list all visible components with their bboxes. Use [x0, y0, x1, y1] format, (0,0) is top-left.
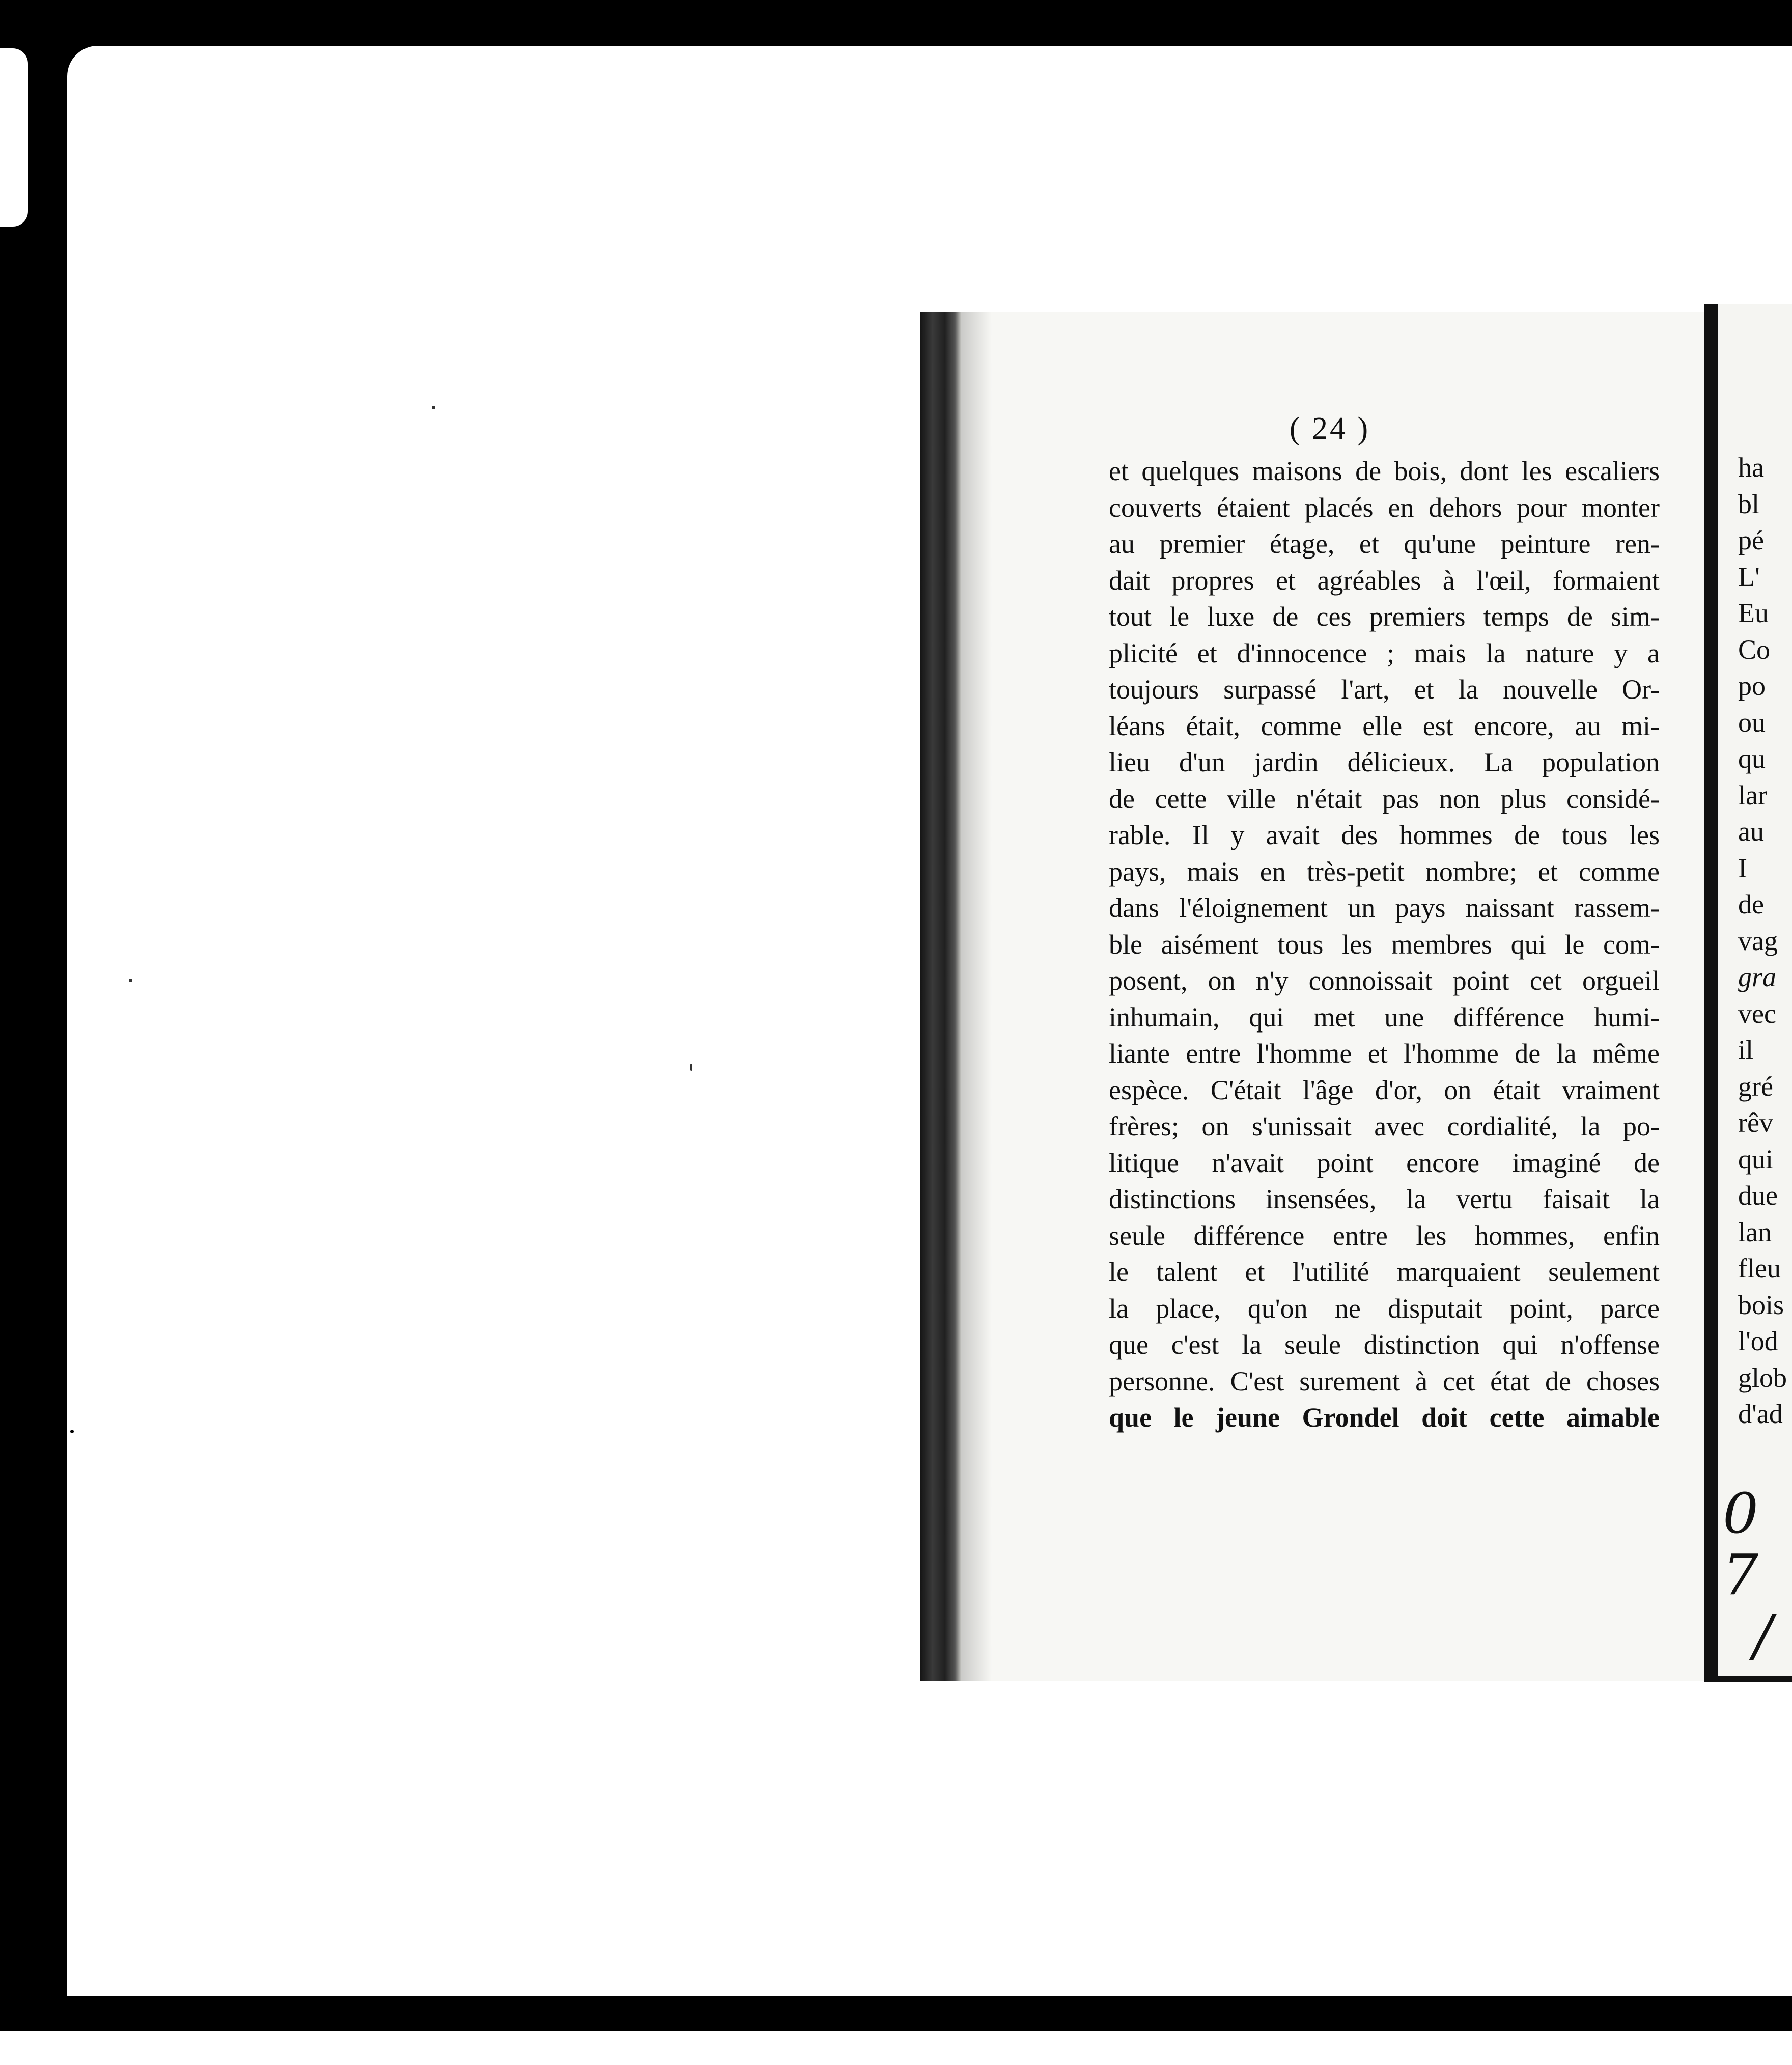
- text-fragment: qu: [1738, 743, 1766, 774]
- text-fragment: fleu: [1738, 1253, 1781, 1283]
- text-line: distinctions insensées, la vertu faisait la: [1109, 1184, 1660, 1214]
- text-line: la place, qu'on ne disputait point, parce: [1109, 1293, 1660, 1324]
- handwritten-annotation: [1723, 1483, 1792, 1666]
- text-line: le talent et l'utilité marquaient seulement: [1109, 1257, 1660, 1287]
- film-bottom-edge: [0, 2031, 1792, 2065]
- text-fragment: de: [1738, 889, 1764, 919]
- dust-speck: [690, 1064, 692, 1071]
- text-line: frères; on s'unissait avec cordialité, la po-: [1109, 1111, 1660, 1141]
- text-line: que c'est la seule distinction qui n'offense: [1109, 1329, 1660, 1360]
- text-line: et quelques maisons de bois, dont les escaliers: [1109, 456, 1660, 486]
- book-page-left: [920, 312, 1709, 1681]
- book-page-right: [1704, 304, 1792, 1680]
- text-fragment: Eu: [1738, 598, 1769, 628]
- text-line: tout le luxe de ces premiers temps de sim-: [1109, 601, 1660, 632]
- right-page-text-fragments: [1738, 450, 1787, 1433]
- text-fragment: bois: [1738, 1289, 1784, 1320]
- text-fragment: au: [1738, 816, 1764, 847]
- text-fragment: bl: [1738, 488, 1760, 519]
- text-line: inhumain, qui met une différence humi-: [1109, 1001, 1660, 1032]
- dust-speck: [70, 1430, 74, 1433]
- text-fragment: L': [1738, 561, 1760, 592]
- text-line: rable. Il y avait des hommes de tous les: [1109, 820, 1660, 850]
- dust-speck: [129, 979, 132, 982]
- page-number: ( 24 ): [1289, 411, 1370, 446]
- text-line: espèce. C'était l'âge d'or, on était vraiment: [1109, 1074, 1660, 1105]
- text-line: de cette ville n'était pas non plus considé-: [1109, 783, 1660, 814]
- text-line: couverts étaient placés en dehors pour monter: [1109, 492, 1660, 523]
- film-edge-notch: [0, 48, 28, 227]
- text-line: toujours surpassé l'art, et la nouvelle Or-: [1109, 674, 1660, 705]
- text-fragment: po: [1738, 671, 1766, 701]
- text-fragment: rêv: [1738, 1107, 1773, 1138]
- text-line: lieu d'un jardin délicieux. La population: [1109, 747, 1660, 777]
- text-line: liante entre l'homme et l'homme de la même: [1109, 1038, 1660, 1069]
- text-line: dans l'éloignement un pays naissant rassem-: [1109, 892, 1660, 923]
- text-fragment: glob: [1738, 1362, 1787, 1393]
- text-fragment: il: [1738, 1035, 1754, 1065]
- text-fragment: ha: [1738, 452, 1764, 483]
- text-line: au premier étage, et qu'une peinture ren-: [1109, 528, 1660, 559]
- text-fragment: gra: [1738, 962, 1777, 992]
- text-line: que le jeune Grondel doit cette aimable: [1109, 1402, 1660, 1433]
- text-line: posent, on n'y connoissait point cet orgueil: [1109, 965, 1660, 996]
- handwritten-mark-top: 0 7: [1723, 1481, 1758, 1607]
- text-fragment: vag: [1738, 925, 1778, 956]
- gutter-shadow: [961, 312, 992, 1681]
- book-spine: [920, 312, 961, 1681]
- text-line: seule différence entre les hommes, enfin: [1109, 1220, 1660, 1251]
- text-fragment: qui: [1738, 1143, 1774, 1175]
- text-line: ble aisément tous les membres qui le com-: [1109, 929, 1660, 960]
- text-line: litique n'avait point encore imaginé de: [1109, 1147, 1660, 1178]
- text-fragment: I: [1738, 852, 1747, 883]
- text-line: personne. C'est surement à cet état de choses: [1109, 1365, 1660, 1397]
- text-fragment: lar: [1738, 779, 1767, 811]
- text-fragment: d'ad: [1738, 1399, 1783, 1429]
- right-page-bottom-edge: [1704, 1676, 1792, 1682]
- text-line: dait propres et agréables à l'œil, formaient: [1109, 565, 1660, 596]
- dust-speck: [432, 406, 435, 409]
- text-fragment: gré: [1738, 1071, 1773, 1102]
- text-fragment: l'od: [1738, 1326, 1778, 1356]
- text-line: léans était, comme elle est encore, au mi-: [1109, 710, 1660, 741]
- text-fragment: ou: [1738, 707, 1766, 738]
- text-fragment: lan: [1738, 1216, 1772, 1247]
- page-body-text: [1109, 453, 1660, 1436]
- text-fragment: Co: [1738, 634, 1771, 665]
- text-line: pays, mais en très-petit nombre; et comme: [1109, 856, 1660, 887]
- text-fragment: pé: [1738, 525, 1764, 555]
- text-fragment: due: [1738, 1180, 1778, 1211]
- text-fragment: vec: [1738, 998, 1776, 1029]
- handwritten-mark-bottom: /: [1753, 1603, 1773, 1668]
- text-line: plicité et d'innocence ; mais la nature y a: [1109, 637, 1660, 668]
